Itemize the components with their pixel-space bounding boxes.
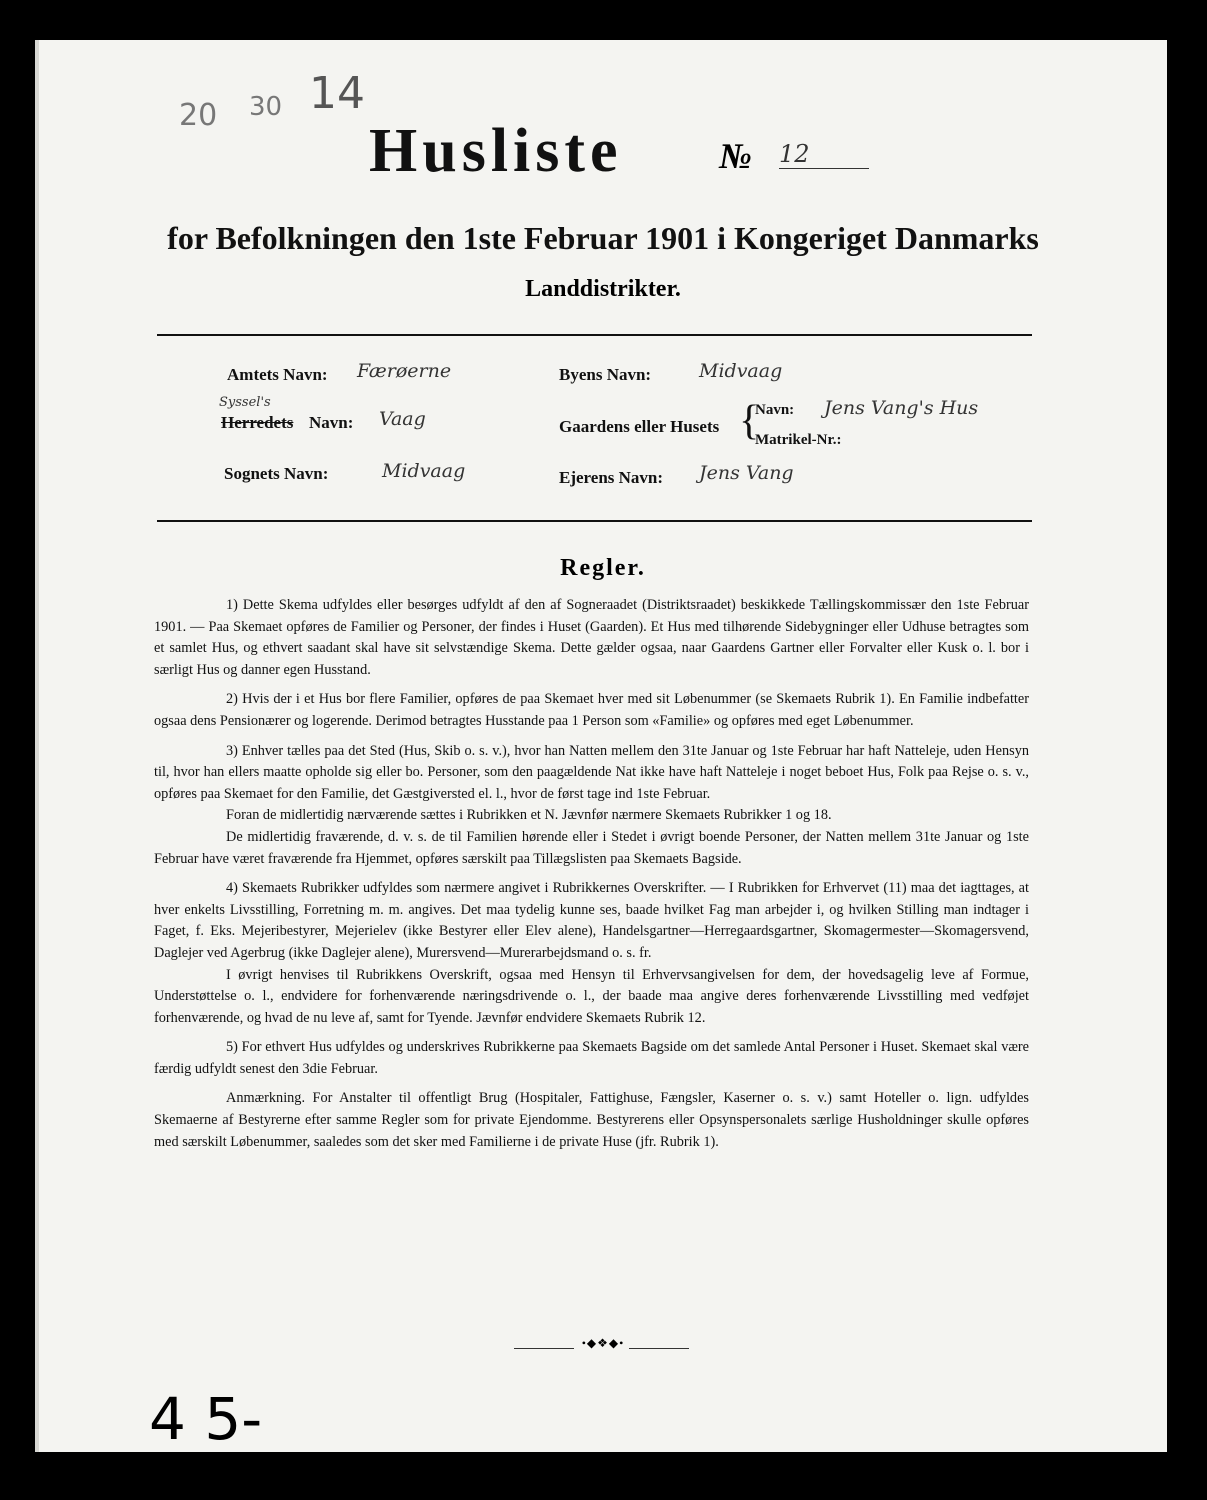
rules-body (154, 595, 1029, 1161)
sognets-label: Sognets Navn: (224, 464, 329, 483)
top-rule (157, 334, 1032, 336)
rules-heading: Regler. (560, 555, 646, 581)
rule-1: 1) Dette Skema udfyldes eller besørges udfyldt af den af Sogneraadet (Distriktsraadet) beskikkede Tællingskommissær den 1ste Februar 1901. — Paa Skemaet opføres de Familier og Personer, der findes i Huset (Gaarden). Et Hus med tilhørende Sidebygninger eller Udhuse betragtes som et samlet Hus, og ethvert saadant skal have sit selvstændige Skema. Dette gælder ogsaa, naar Gaardens Gartner eller Forvalter eller Kusk o. l. bor i særligt Hus og danner egen Husstand. (154, 597, 1029, 678)
herredets-struck: Herredets (221, 413, 294, 432)
herredets-note: Syssel's (219, 395, 271, 410)
middle-rule (157, 520, 1032, 522)
title-number-value: 12 (779, 140, 869, 169)
ornament: •◆❖◆• (581, 1336, 625, 1350)
rule-2: 2) Hvis der i et Hus bor flere Familier, opføres de paa Skemaet hver med sit Løbenummer (se Skemaets Rubrik 1). En Familie indbefatter ogsaa dens Pensionærer og logerende. Derimod betragtes Husstande paa 1 Person som «Familie» og opføres med eget Løbenummer. (154, 691, 1029, 729)
ornament-line-right (629, 1348, 689, 1349)
subtitle: for Befolkningen den 1ste Februar 1901 i Kongeriget Danmarks (167, 220, 1039, 256)
pencil-number-1: 20 (179, 98, 218, 133)
title-number-label: № (719, 136, 752, 176)
bottom-handwriting: 4 5- (149, 1385, 263, 1453)
rule-4: 4) Skemaets Rubrikker udfyldes som nærmere angivet i Rubrikkernes Overskrifter. — I Rubrikken for Erhvervet (11) maa det iagttages, at hver enkelts Livsstilling, Forretning m. m. angives. Det maa tydelig kunne ses, baade hvilket Fag man arbejder i, og hvilken Stilling man indtager i Faget, f. Eks. Mejeribestyrer, Mejerielev (ikke Bestyrer eller Elev alene), Handelsgartner—Herregaardsgartner, Skomagermester—Skomagersvend, Daglejer ved Agerbrug (ikke Daglejer alene), Murersvend—Murerarbejdsmand o. s. fr. (154, 880, 1029, 961)
rule-3-absent: De midlertidig fraværende, d. v. s. de til Familien hørende eller i Stedet i øvrigt boende Personer, der Natten mellem 31te Januar og 1ste Februar have været fraværende fra Hjemmet, opføres særskilt paa Tillægslisten paa Skemaets Bagside. (154, 828, 1029, 867)
brace: { (739, 398, 760, 444)
gaardens-label: Gaardens eller Husets (559, 417, 720, 436)
district-label: Landdistrikter. (525, 276, 681, 302)
navn-label: Navn: (755, 402, 795, 418)
document-page (35, 40, 1167, 1452)
rule-4-note: I øvrigt henvises til Rubrikkens Overskrift, ogsaa med Hensyn til Erhvervsangivelsen for dem, der hovedsagelig leve af Formue, Understøttelse o. l., endvidere for forhenværende næringsdrivende o. l., der baade maa angive deres forhenværende Livsstilling med vedføjet forhenværende, og hvad de nu leve af, samt for Tyende. Jævnfør endvidere Skemaets Rubrik 12. (154, 966, 1029, 1026)
herredets-label: Navn: (309, 413, 354, 432)
ejerens-label: Ejerens Navn: (559, 468, 664, 487)
byens-value: Midvaag (699, 360, 783, 382)
page-title: Husliste (369, 117, 623, 185)
sognets-value: Midvaag (382, 460, 466, 482)
pencil-number-2: 30 (249, 92, 283, 122)
rule-3: 3) Enhver tælles paa det Sted (Hus, Skib o. s. v.), hvor han Natten mellem den 31te Januar og 1ste Februar har haft Natteleje, uden Hensyn til, hvor han ellers maatte opholde sig eller bo. Personer, som den paagældende Nat ikke have haft Natteleje i noget beboet Hus, Folk paa Rejse o. s. v., opføres paa Skemaet for den Familie, det Gæstgiversted el. l., hvor de først tage ind 1ste Februar. (154, 742, 1029, 802)
ejerens-value: Jens Vang (699, 462, 794, 484)
amtets-label: Amtets Navn: (227, 365, 328, 384)
annotation: Anmærkning. For Anstalter til offentligt Brug (Hospitaler, Fattighuse, Fængsler, Kaserner o. s. v.) samt Hoteller o. lign. udfyldes Skemaerne af Bestyrerne efter samme Regler som for private Ejendomme. Bestyrerens eller Opsynspersonalets særlige Husholdninger skulle opføres med særskilt Løbenummer, saaledes som det sker med Familierne i de private Huse (jfr. Rubrik 1). (154, 1090, 1029, 1150)
herredets-value: Vaag (379, 408, 426, 430)
pencil-number-3: 14 (309, 68, 365, 119)
amtets-value: Færøerne (357, 360, 452, 382)
byens-label: Byens Navn: (559, 365, 652, 384)
matrikel-label: Matrikel-Nr.: (755, 432, 842, 448)
rule-3-note: Foran de midlertidig nærværende sættes i Rubrikken et N. Jævnfør nærmere Skemaets Rubrikker 1 og 18. (226, 807, 832, 824)
navn-value: Jens Vang's Hus (824, 397, 979, 419)
rule-5: 5) For ethvert Hus udfyldes og underskrives Rubrikkerne paa Skemaets Bagside om det samlede Antal Personer i Huset. Skemaet skal være færdig udfyldt senest den 3die Februar. (154, 1039, 1029, 1077)
